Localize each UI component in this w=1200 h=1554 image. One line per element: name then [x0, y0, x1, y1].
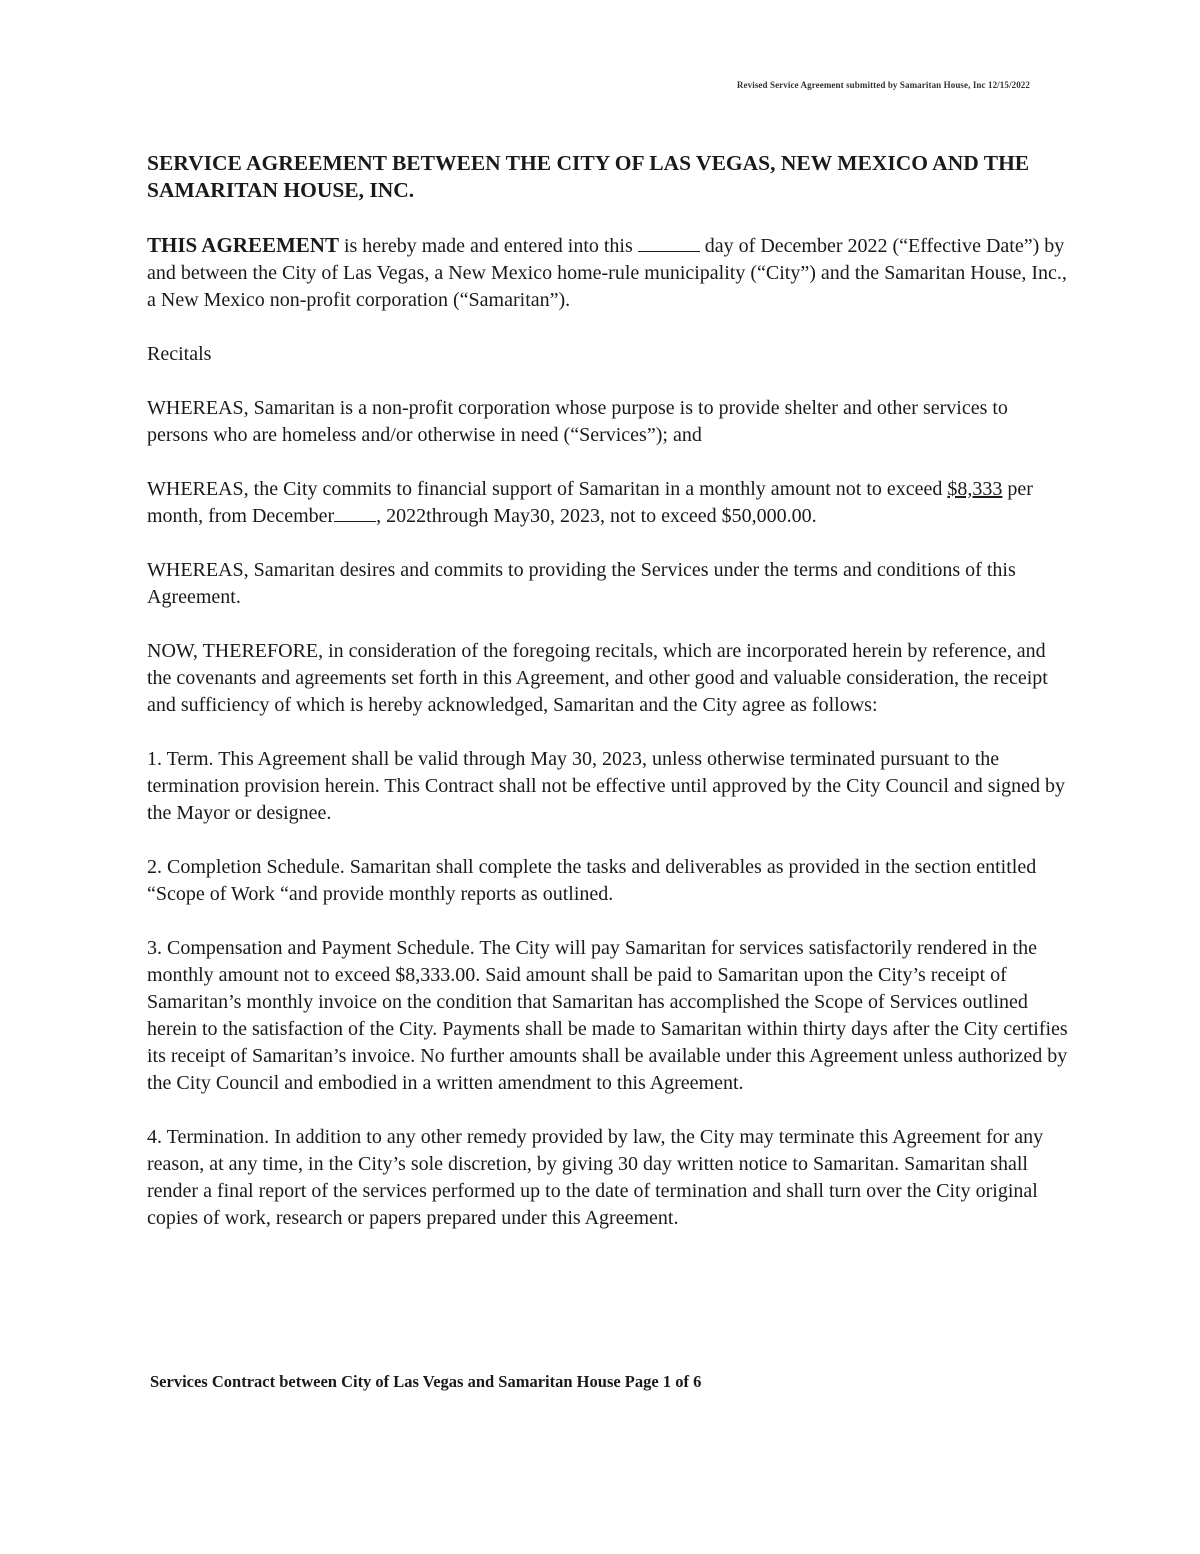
day-blank-line — [638, 233, 700, 252]
whereas-paragraph-2 — [147, 476, 1072, 530]
document-title: SERVICE AGREEMENT BETWEEN THE CITY OF LAS VEGAS, NEW MEXICO AND THE SAMARITAN HOUSE, INC. — [147, 151, 1030, 202]
intro-text-after-blank: day of December 2022 (“Effective Date”) by and between the City of Las Vegas, a New Mexico home-rule municipality (“City”) and the Samaritan House, Inc., a New Mexico non-profit corporation (“Samaritan”). — [147, 235, 1067, 311]
section-term: 1. Term. This Agreement shall be valid through May 30, 2023, unless otherwise terminated pursuant to the termination provision herein. This Contract shall not be effective until approved by the City Council and signed by the Mayor or designee. — [147, 748, 1065, 824]
section-completion-schedule: 2. Completion Schedule. Samaritan shall complete the tasks and deliverables as provided in the section entitled “Scope of Work “and provide monthly reports as outlined. — [147, 856, 1037, 905]
whereas-2-after-amount: per month, from December — [147, 478, 1033, 527]
whereas-2-before-amount: WHEREAS, the City commits to financial support of Samaritan in a monthly amount not to exceed — [147, 478, 948, 500]
december-day-blank-line — [334, 503, 376, 522]
monthly-amount: $8,333 — [947, 478, 1003, 500]
intro-paragraph — [147, 232, 1072, 314]
section-compensation: 3. Compensation and Payment Schedule. The City will pay Samaritan for services satisfactorily rendered in the monthly amount not to exceed $8,333.00. Said amount shall be paid to Samaritan upon the City’s receipt of Samaritan’s monthly invoice on the condition that Samaritan has accomplished the Scope of Services outlined herein to the satisfaction of the City. Payments shall be made to Samaritan within thirty days after the City certifies its receipt of Samaritan’s invoice. No further amounts shall be available under this Agreement unless authorized by the City Council and embodied in a written amendment to this Agreement. — [147, 937, 1068, 1094]
whereas-paragraph-3: WHEREAS, Samaritan desires and commits to providing the Services under the terms and conditions of this Agreement. — [147, 559, 1016, 608]
whereas-2-after-blank: , 2022through May30, 2023, not to exceed $50,000.00. — [376, 505, 817, 527]
document-body — [147, 232, 1072, 1259]
section-termination: 4. Termination. In addition to any other remedy provided by law, the City may terminate this Agreement for any reason, at any time, in the City’s sole discretion, by giving 30 day written notice to Samaritan. Samaritan shall render a final report of the services performed up to the date of termination and shall turn over the City original copies of work, research or papers prepared under this Agreement. — [147, 1126, 1044, 1229]
whereas-paragraph-1: WHEREAS, Samaritan is a non-profit corporation whose purpose is to provide shelter and other services to persons who are homeless and/or otherwise in need (“Services”); and — [147, 397, 1008, 446]
intro-text-before-blank: is hereby made and entered into this — [338, 235, 638, 257]
header-note: Revised Service Agreement submitted by Samaritan House, Inc 12/15/2022 — [736, 80, 1030, 90]
intro-lead: THIS AGREEMENT — [147, 233, 339, 257]
page-footer: Services Contract between City of Las Vegas and Samaritan House Page 1 of 6 — [150, 1372, 702, 1391]
recitals-heading: Recitals — [147, 343, 212, 365]
now-therefore-paragraph: NOW, THEREFORE, in consideration of the foregoing recitals, which are incorporated herein by reference, and the covenants and agreements set forth in this Agreement, and other good and valuable consideration, the receipt and sufficiency of which is hereby acknowledged, Samaritan and the City agree as follows: — [147, 640, 1048, 716]
